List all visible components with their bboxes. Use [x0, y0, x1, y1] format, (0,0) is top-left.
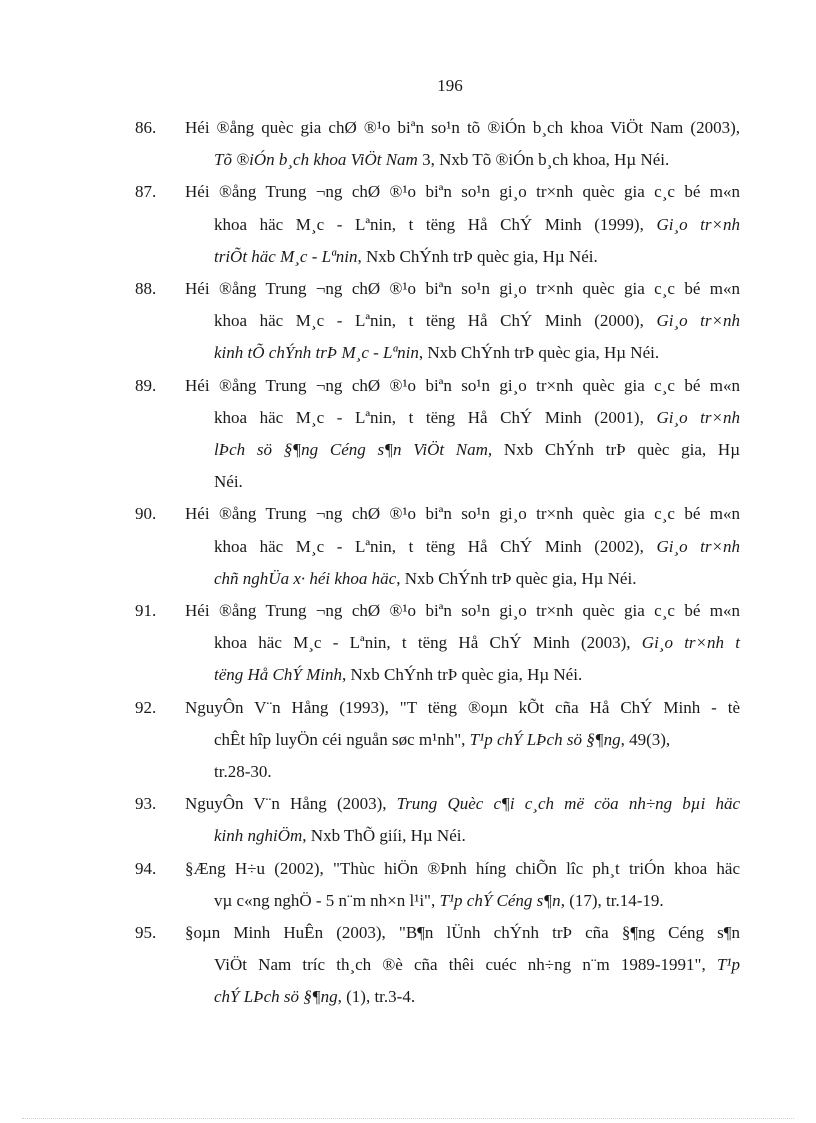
reference-title-italic: lÞch sö §¶ng Céng s¶n ViÖt Nam, — [214, 440, 493, 460]
reference-segment: vµ c«ng nghÖ - 5 n¨m nh×n l¹i", — [214, 890, 440, 910]
reference-line — [185, 853, 740, 885]
reference-title-italic: Tõ ®iÓn b¸ch khoa ViÖt Nam — [214, 150, 418, 170]
reference-segment: khoa häc M¸c - Lªnin, t tëng Hå ChÝ Minh (2000), — [214, 311, 657, 331]
reference-number: 86. — [135, 118, 157, 137]
reference-line — [185, 659, 740, 691]
reference-segment: Héi ®ång Trung ¬ng chØ ®¹o biªn so¹n gi¸o tr×nh quèc gia c¸c bé m«n — [185, 601, 740, 621]
reference-item — [0, 498, 816, 595]
reference-segment: , Nxb ChÝnh trÞ quèc gia, Hµ Néi. — [418, 343, 660, 363]
reference-title-italic: chñ nghÜa x· héi khoa häc — [214, 568, 397, 588]
reference-line — [185, 788, 740, 820]
reference-title-italic: T¹p chÝ LÞch sö §¶ng — [469, 729, 621, 749]
reference-line — [185, 402, 740, 434]
reference-segment: , 49(3), — [620, 729, 671, 749]
reference-item — [0, 273, 816, 370]
reference-segment: khoa häc M¸c - Lªnin, t tëng Hå ChÝ Minh (2001), — [214, 407, 657, 427]
reference-line — [185, 595, 740, 627]
reference-line — [185, 949, 740, 981]
reference-line — [185, 434, 740, 466]
reference-list — [0, 112, 816, 1014]
reference-item — [0, 176, 816, 273]
reference-line — [185, 144, 740, 176]
reference-line — [185, 370, 740, 402]
reference-title-italic: Trung Quèc c¶i c¸ch më cöa nh÷ng bµi häc — [396, 794, 740, 814]
reference-segment: NguyÔn V¨n Hång (1993), "T tëng ®oµn kÕt cña Hå ChÝ Minh - tè — [185, 697, 740, 717]
reference-segment: , Nxb ChÝnh trÞ quèc gia, Hµ Néi. — [396, 568, 637, 588]
reference-line — [185, 692, 740, 724]
reference-line — [185, 563, 740, 595]
reference-item — [0, 853, 816, 917]
reference-text — [185, 917, 740, 1014]
reference-title-italic: kinh tÕ chÝnh trÞ M¸c - Lªnin — [214, 343, 419, 363]
reference-segment: Héi ®ång Trung ¬ng chØ ®¹o biªn so¹n gi¸o tr×nh quèc gia c¸c bé m«n — [185, 279, 740, 299]
reference-line — [185, 981, 740, 1013]
reference-text — [185, 370, 740, 499]
reference-title-italic: tëng Hå ChÝ Minh — [214, 665, 342, 685]
reference-line — [185, 337, 740, 369]
reference-segment: Héi ®ång quèc gia chØ ®¹o biªn so¹n tõ ®iÓn b¸ch khoa ViÖt Nam (2003), — [185, 118, 740, 137]
reference-text — [185, 853, 740, 917]
reference-line — [185, 627, 740, 659]
reference-title-italic: kinh nghiÖm — [214, 826, 303, 846]
reference-number: 92. — [135, 697, 157, 717]
reference-text — [185, 498, 740, 595]
reference-title-italic: chÝ LÞch sö §¶ng — [214, 987, 338, 1007]
reference-title-italic: Gi¸o tr×nh — [656, 214, 740, 234]
reference-number: 94. — [135, 858, 157, 878]
page-bottom-rule — [22, 1118, 794, 1119]
reference-segment: Héi ®ång Trung ¬ng chØ ®¹o biªn so¹n gi¸o tr×nh quèc gia c¸c bé m«n — [185, 504, 740, 524]
page-number: 196 — [437, 76, 463, 95]
reference-title-italic: Gi¸o tr×nh t — [641, 633, 740, 653]
reference-item — [0, 788, 816, 852]
reference-text — [185, 595, 740, 692]
reference-number: 90. — [135, 504, 157, 524]
reference-line — [185, 273, 740, 305]
reference-line — [185, 820, 740, 852]
reference-segment: NguyÔn V¨n Hång (2003), — [185, 794, 397, 814]
reference-line — [185, 112, 740, 144]
reference-line — [185, 241, 740, 273]
reference-number: 91. — [135, 601, 157, 621]
reference-line — [185, 498, 740, 530]
reference-number: 87. — [135, 182, 157, 202]
reference-line — [185, 756, 740, 788]
reference-segment: , Nxb ThÕ giíi, Hµ Néi. — [302, 826, 466, 846]
reference-line — [185, 531, 740, 563]
reference-line — [185, 885, 740, 917]
reference-item — [0, 692, 816, 789]
reference-item — [0, 112, 816, 176]
reference-segment: 3, Nxb Tõ ®iÓn b¸ch khoa, Hµ Néi. — [417, 150, 670, 170]
reference-line — [185, 305, 740, 337]
reference-title-italic: Gi¸o tr×nh — [656, 536, 740, 556]
reference-number: 89. — [135, 375, 157, 395]
reference-item — [0, 595, 816, 692]
reference-text — [185, 176, 740, 273]
reference-text — [185, 692, 740, 789]
reference-text — [185, 273, 740, 370]
reference-line — [185, 466, 740, 498]
reference-number: 93. — [135, 794, 157, 814]
reference-line — [185, 176, 740, 208]
reference-segment: , Nxb ChÝnh trÞ quèc gia, Hµ Néi. — [357, 246, 598, 266]
reference-segment: Néi. — [214, 472, 243, 492]
reference-title-italic: Gi¸o tr×nh — [656, 311, 740, 331]
reference-title-italic: T¹p — [716, 955, 740, 975]
reference-title-italic: T¹p chÝ Céng s¶n — [439, 890, 561, 910]
reference-segment: , Nxb ChÝnh trÞ quèc gia, Hµ Néi. — [341, 665, 583, 685]
reference-segment: , (1), tr.3-4. — [337, 987, 416, 1007]
reference-segment: §oµn Minh HuÊn (2003), "B¶n lÜnh chÝnh trÞ cña §¶ng Céng s¶n — [185, 923, 740, 943]
reference-segment: , (17), tr.14-19. — [560, 890, 664, 910]
reference-segment: ViÖt Nam tríc th¸ch ®è cña thêi cuéc nh÷ng n¨m 1989-1991", — [214, 955, 717, 975]
reference-segment: khoa häc M¸c - Lªnin, t tëng Hå ChÝ Minh (2002), — [214, 536, 657, 556]
reference-item — [0, 370, 816, 499]
reference-line — [185, 209, 740, 241]
reference-segment: Héi ®ång Trung ¬ng chØ ®¹o biªn so¹n gi¸o tr×nh quèc gia c¸c bé m«n — [185, 375, 740, 395]
reference-segment: §Æng H÷u (2002), "Thùc hiÖn ®Þnh híng chiÕn lîc ph¸t triÓn khoa häc — [185, 858, 740, 878]
reference-segment: Héi ®ång Trung ¬ng chØ ®¹o biªn so¹n gi¸o tr×nh quèc gia c¸c bé m«n — [185, 182, 740, 202]
reference-line — [185, 724, 740, 756]
reference-text — [185, 112, 740, 176]
reference-item — [0, 917, 816, 1014]
reference-number: 95. — [135, 923, 157, 943]
reference-segment: chÊt hîp luyÖn céi nguån søc m¹nh", — [214, 729, 470, 749]
reference-title-italic: triÕt häc M¸c - Lªnin — [214, 246, 358, 266]
reference-segment: tr.28-30. — [214, 762, 272, 782]
reference-segment: khoa häc M¸c - Lªnin, t tëng Hå ChÝ Minh (2003), — [214, 633, 642, 653]
reference-line — [185, 917, 740, 949]
reference-segment: khoa häc M¸c - Lªnin, t tëng Hå ChÝ Minh (1999), — [214, 214, 657, 234]
reference-text — [185, 788, 740, 852]
reference-number: 88. — [135, 279, 157, 299]
reference-title-italic: Gi¸o tr×nh — [656, 407, 740, 427]
reference-segment: Nxb ChÝnh trÞ quèc gia, Hµ — [492, 440, 740, 460]
